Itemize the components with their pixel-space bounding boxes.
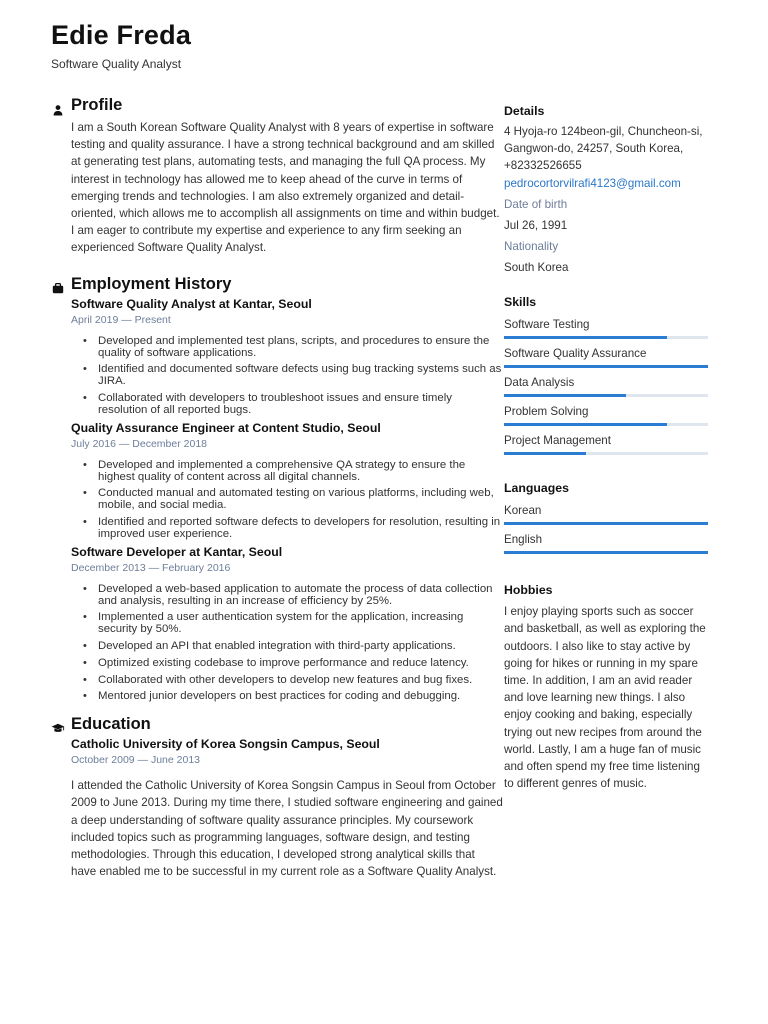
language-label: English [504,533,543,547]
skill-label: Software Quality Assurance [504,347,647,361]
bullet-item: • Identified and documented software defects using bug tracking systems such as JIRA. [78,363,503,387]
skill-bar-fill [504,423,667,426]
hobbies-heading: Hobbies [504,583,553,598]
skill-item [504,375,710,404]
languages-list [504,503,710,561]
job-bullets [71,335,503,416]
skills-heading: Skills [504,295,537,310]
skills-list [504,317,710,462]
bullet-item: • Identified and reported software defects to developers for resolution, resulting in improved user experience. [78,516,503,540]
main-column [51,96,503,880]
profile-section [51,96,503,257]
job-entry [71,297,503,416]
skill-bar-fill [504,365,708,368]
skill-bar-fill [504,394,626,397]
bullet-item: • Mentored junior developers on best practices for coding and debugging. [78,690,503,702]
language-item [504,503,710,532]
skill-bar [504,394,708,397]
job-bullets [71,459,503,540]
candidate-title: Software Quality Analyst [51,57,182,71]
bullet-item: • Collaborated with other developers to develop new features and bug fixes. [78,674,503,686]
education-section [51,715,503,880]
skill-bar [504,423,708,426]
skill-label: Project Management [504,434,611,448]
details-heading: Details [504,104,545,118]
nationality-value: South Korea [504,261,569,275]
skill-item [504,404,710,433]
bullet-item: • Collaborated with developers to troubleshoot issues and ensure timely resolution of all reported bugs. [78,392,503,416]
language-label: Korean [504,504,542,518]
details-address: 4 Hyoja-ro 124beon-gil, Chuncheon-si, Gangwon-do, 24257, South Korea, [504,125,703,156]
skill-item [504,346,710,375]
bullet-item: • Developed a web-based application to automate the process of data collection and analysis, resulting in an increase of efficiency by 25%. [78,583,503,607]
hobbies-text: I enjoy playing sports such as soccer and basketball, as well as exploring the outdoors. I also like to stay active by going for hikes or running in my spare time. In addition, I am an avid reader and love learning new things. I also enjoy cooking and baking, especially trying out new recipes from around the world. Lastly, I am a huge fan of music and often spend my free time listening to different genres of music. [504,605,706,791]
skill-label: Data Analysis [504,376,575,390]
skill-bar [504,365,708,368]
education-text: I attended the Catholic University of Korea Songsin Campus in Seoul from October 2009 to June 2013. During my time there, I studied software engineering and gained a deep understanding of software quality assurance principles. My coursework included topics such as programming languages, software design, and testing methodologies. Through this education, I developed strong analytical skills that have enabled me to be successful in my current role as a Software Quality Analyst. [71,779,503,879]
details-email[interactable]: pedrocortorvilrafi4123@gmail.com [504,176,681,190]
skill-bar [504,336,708,339]
school-name: Catholic University of Korea Songsin Campus, Seoul [71,737,380,752]
languages-heading: Languages [504,481,569,496]
skill-item [504,317,710,346]
language-bar [504,522,708,525]
profile-heading: Profile [71,96,123,114]
language-bar [504,551,708,554]
bullet-item: • Implemented a user authentication system for the application, increasing security by 50%. [78,611,503,635]
job-title: Software Developer at Kantar, Seoul [71,544,283,559]
language-bar-fill [504,522,708,525]
job-date: December 2013 — February 2016 [71,561,231,574]
sidebar-column [504,104,710,792]
bullet-item: • Developed and implemented a comprehensive QA strategy to ensure the highest quality of content across all digital channels. [78,459,503,483]
skill-bar [504,452,708,455]
job-date: April 2019 — Present [71,313,171,326]
job-date: July 2016 — December 2018 [71,437,207,450]
briefcase-icon [51,281,65,295]
candidate-name: Edie Freda [51,20,192,50]
dob-label: Date of birth [504,197,568,211]
bullet-item: • Developed an API that enabled integration with third-party applications. [78,640,503,652]
employment-heading: Employment History [71,274,232,293]
bullet-item: • Conducted manual and automated testing on various platforms, including web, mobile, and social media. [78,487,503,511]
job-entry [71,421,503,540]
skill-bar-fill [504,336,667,339]
job-entry [71,545,503,702]
education-heading: Education [71,715,151,734]
skill-label: Problem Solving [504,405,589,419]
skill-label: Software Testing [504,318,590,332]
job-title: Software Quality Analyst at Kantar, Seoul [71,296,312,311]
graduation-cap-icon [51,721,65,735]
job-title: Quality Assurance Engineer at Content Studio, Seoul [71,420,381,435]
bullet-item: • Developed and implemented test plans, scripts, and procedures to ensure the quality of software applications. [78,335,503,359]
skill-item [504,433,710,462]
skill-bar-fill [504,452,586,455]
person-icon [51,103,65,117]
language-item [504,532,710,561]
bullet-item: • Optimized existing codebase to improve performance and reduce latency. [78,657,503,669]
language-bar-fill [504,551,708,554]
profile-text: I am a South Korean Software Quality Analyst with 8 years of expertise in software testing and quality assurance. I have a strong technical background and am skilled at generating test plans, automating tests, and managing the full QA process. My interest in technology has allowed me to keep ahead of the curve in terms of emerging trends and technologies. I am also extremely organized and detail-oriented, which allows me to accomplish all assignments on time and within budget. I am eager to contribute my expertise and experience to any firm seeking an experienced Software Quality Analyst. [71,121,500,255]
job-bullets [71,583,503,702]
details-phone: +82332526655 [504,159,582,173]
employment-section [51,275,503,703]
dob-value: Jul 26, 1991 [504,218,568,232]
education-date: October 2009 — June 2013 [71,754,201,767]
nationality-label: Nationality [504,240,559,254]
